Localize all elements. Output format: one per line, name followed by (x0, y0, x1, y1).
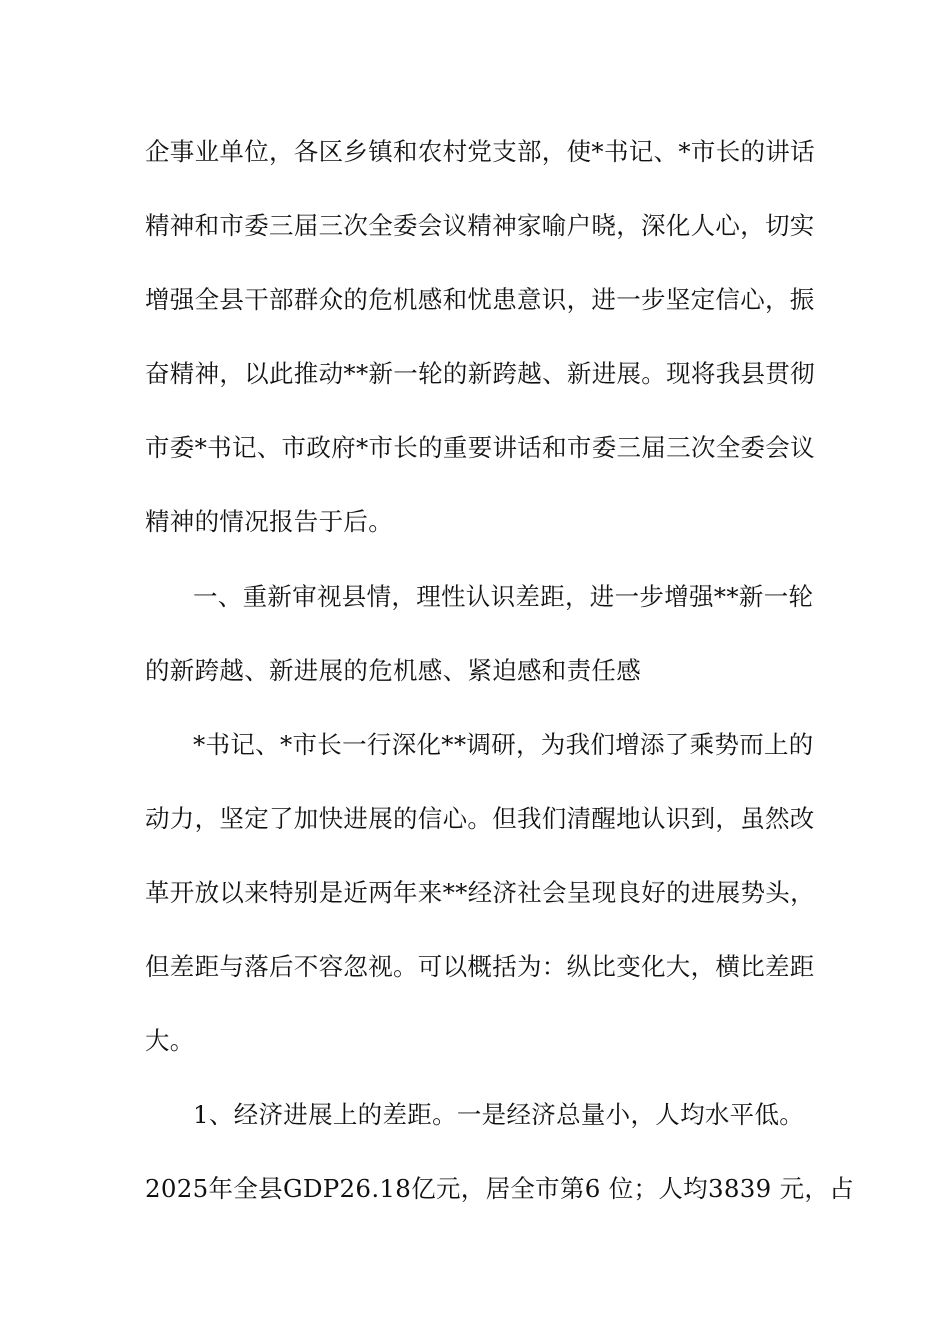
body-text-line: 精神和市委三届三次全委会议精神家喻户晓，深化人心，切实 (145, 211, 815, 240)
body-text-line: *书记、*市长一行深化**调研，为我们增添了乘势而上的 (193, 730, 814, 759)
body-text-line: 大。 (145, 1026, 195, 1055)
body-text-line: 但差距与落后不容忽视。可以概括为：纵比变化大，横比差距 (145, 952, 815, 981)
body-text-line: 市委*书记、市政府*市长的重要讲话和市委三届三次全委会议 (145, 433, 815, 462)
subsection-line: 1、经济进展上的差距。一是经济总量小，人均水平低。 (193, 1100, 805, 1129)
body-text-line: 精神的情况报告于后。 (145, 507, 393, 536)
body-text-line: 奋精神，以此推动**新一轮的新跨越、新进展。现将我县贯彻 (145, 359, 815, 388)
body-text-line: 增强全县干部群众的危机感和忧患意识，进一步坚定信心，振 (145, 285, 815, 314)
body-text-line: 2025年全县GDP26.18亿元，居全市第6 位；人均3839 元，占 (145, 1174, 854, 1203)
body-text-line: 革开放以来特别是近两年来**经济社会呈现良好的进展势头， (145, 878, 815, 907)
body-text-line: 动力，坚定了加快进展的信心。但我们清醒地认识到，虽然改 (145, 804, 815, 833)
section-heading-line: 一、重新审视县情，理性认识差距，进一步增强**新一轮 (193, 582, 814, 611)
body-text-line: 企事业单位，各区乡镇和农村党支部，使*书记、*市长的讲话 (145, 137, 815, 166)
section-heading-line: 的新跨越、新进展的危机感、紧迫感和责任感 (145, 656, 641, 685)
